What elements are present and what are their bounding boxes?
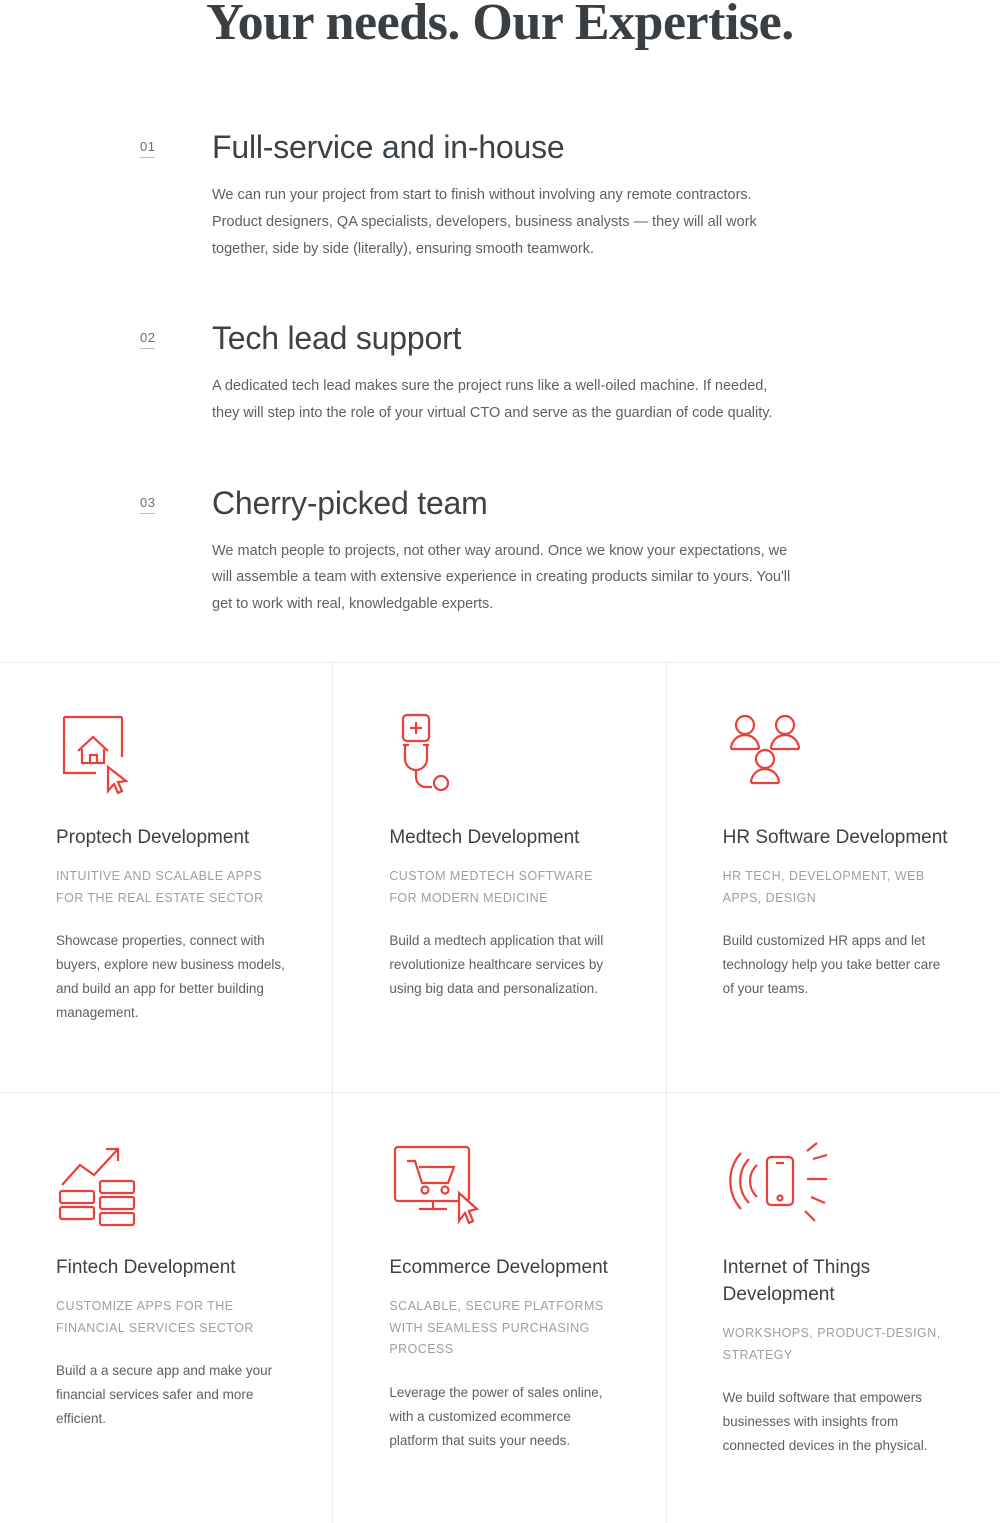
features-list	[0, 129, 1000, 618]
service-description: Build customized HR apps and let technology help you take better care of your teams.	[722, 933, 941, 997]
service-tags: SCALABLE, SECURE PLATFORMS WITH SEAMLESS PURCHASING PROCESS	[389, 1299, 604, 1357]
stethoscope-icon	[389, 705, 619, 797]
service-tags: HR TECH, DEVELOPMENT, WEB APPS, DESIGN	[722, 869, 925, 905]
service-description: Build a a secure app and make your financial services safer and more efficient.	[56, 1363, 273, 1427]
service-tags: CUSTOMIZE APPS FOR THE FINANCIAL SERVICES SECTOR	[56, 1299, 254, 1335]
feature-title: Tech lead support	[212, 320, 462, 357]
service-description: Build a medtech application that will revolutionize healthcare services by using big data and personalization.	[389, 933, 604, 997]
service-title: Internet of Things Development	[722, 1257, 871, 1306]
feature-number: 02	[140, 330, 155, 349]
connected-phone-icon	[723, 1135, 954, 1227]
service-card-proptech[interactable]	[0, 663, 333, 1093]
service-card-iot[interactable]	[667, 1093, 1000, 1523]
service-title: Fintech Development	[56, 1257, 236, 1279]
feature-number: 01	[140, 139, 155, 158]
growth-chart-coins-icon	[56, 1135, 286, 1227]
people-group-icon	[723, 705, 954, 797]
service-card-medtech[interactable]	[333, 663, 666, 1093]
service-tags: CUSTOM MEDTECH SOFTWARE FOR MODERN MEDICINE	[389, 869, 593, 905]
service-card-hr-software[interactable]	[667, 663, 1000, 1093]
services-grid	[0, 662, 1000, 1523]
feature-body: A dedicated tech lead makes sure the project runs like a well-oiled machine. If needed, they will step into the role of your virtual CTO and serve as the guardian of code quality.	[212, 378, 773, 422]
feature-item	[140, 320, 880, 426]
service-tags: WORKSHOPS, PRODUCT-DESIGN, STRATEGY	[722, 1326, 941, 1362]
feature-item	[140, 485, 880, 618]
feature-body: We can run your project from start to finish without involving any remote contractors. Product designers, QA specialists, developers, business analysts — they will all work together, side by side (literally), ensuring smooth teamwork.	[212, 186, 757, 257]
service-description: Leverage the power of sales online, with a customized ecommerce platform that suits your needs.	[389, 1384, 603, 1448]
feature-number: 03	[140, 495, 155, 514]
service-title: HR Software Development	[722, 827, 948, 849]
feature-body: We match people to projects, not other way around. Once we know your expectations, we will assemble a team with extensive experience in creating products similar to yours. You'll get to work with real, knowledgable experts.	[212, 542, 791, 613]
service-description: Showcase properties, connect with buyers, explore new business models, and build an app for better building management.	[56, 933, 285, 1021]
feature-title: Cherry-picked team	[212, 484, 488, 521]
page-title: Your needs. Our Expertise.	[206, 0, 794, 51]
service-description: We build software that empowers businesses with insights from connected devices in the physical.	[722, 1390, 928, 1454]
house-cursor-icon	[56, 705, 286, 797]
service-tags: INTUITIVE AND SCALABLE APPS FOR THE REAL ESTATE SECTOR	[56, 869, 264, 905]
service-card-fintech[interactable]	[0, 1093, 333, 1523]
shopping-cart-monitor-icon	[389, 1135, 619, 1227]
service-card-ecommerce[interactable]	[333, 1093, 666, 1523]
service-title: Ecommerce Development	[389, 1257, 608, 1279]
feature-item	[140, 129, 880, 262]
service-title: Proptech Development	[56, 827, 250, 849]
service-title: Medtech Development	[389, 827, 580, 849]
feature-title: Full-service and in-house	[212, 129, 565, 166]
